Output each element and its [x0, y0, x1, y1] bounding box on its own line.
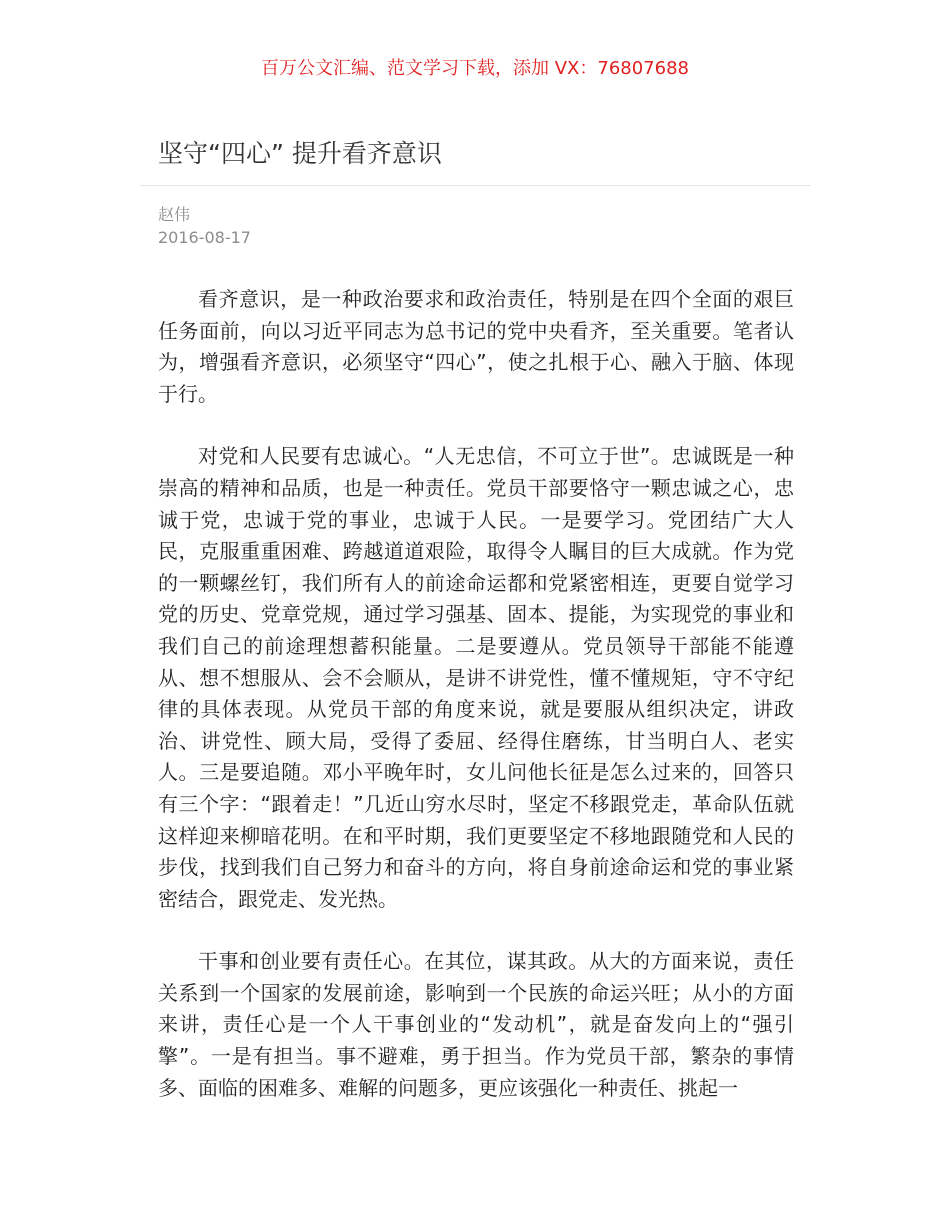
- paragraph: 对党和人民要有忠诚心。“人无忠信，不可立于世”。忠诚既是一种崇高的精神和品质，也是一种责任。党员干部要恪守一颗忠诚之心，忠诚于党，忠诚于党的事业，忠诚于人民。一是要学习。党团结广大人民，克服重重困难、跨越道道艰险，取得令人瞩目的巨大成就。作为党的一颗螺丝钉，我们所有人的前途命运都和党紧密相连，更要自觉学习党的历史、党章党规，通过学习强基、固本、提能，为实现党的事业和我们自己的前途理想蓄积能量。二是要遵从。党员领导干部能不能遵从、想不想服从、会不会顺从，是讲不讲党性，懂不懂规矩，守不守纪律的具体表现。从党员干部的角度来说，就是要服从组织决定，讲政治、讲党性、顾大局，受得了委屈、经得住磨练，甘当明白人、老实人。三是要追随。邓小平晚年时，女儿问他长征是怎么过来的，回答只有三个字：“跟着走！”几近山穷水尽时，坚定不移跟党走，革命队伍就这样迎来柳暗花明。在和平时期，我们更要坚定不移地跟随党和人民的步伐，找到我们自己努力和奋斗的方向，将自身前途命运和党的事业紧密结合，跟党走、发光热。: [158, 444, 794, 911]
- article-body: [158, 284, 794, 1135]
- author-name: 赵伟: [158, 205, 191, 224]
- article-title: 坚守“四心” 提升看齐意识: [158, 139, 442, 168]
- article-meta: [158, 203, 251, 249]
- paragraph: 看齐意识，是一种政治要求和政治责任，特别是在四个全面的艰巨任务面前，向以习近平同志为总书记的党中央看齐，至关重要。笔者认为，增强看齐意识，必须坚守“四心”，使之扎根于心、融入于脑、体现于行。: [158, 287, 794, 406]
- title-divider: [140, 185, 811, 186]
- publish-date: 2016-08-17: [158, 228, 251, 247]
- promo-banner: 百万公文汇编、范文学习下载，添加 VX：76807688: [261, 58, 689, 79]
- paragraph: 干事和创业要有责任心。在其位，谋其政。从大的方面来说，责任关系到一个国家的发展前途，影响到一个民族的命运兴旺；从小的方面来讲，责任心是一个人干事创业的“发动机”，就是奋发向上的“强引擎”。一是有担当。事不避难，勇于担当。作为党员干部，繁杂的事情多、面临的困难多、难解的问题多，更应该强化一种责任、挑起一: [158, 949, 794, 1100]
